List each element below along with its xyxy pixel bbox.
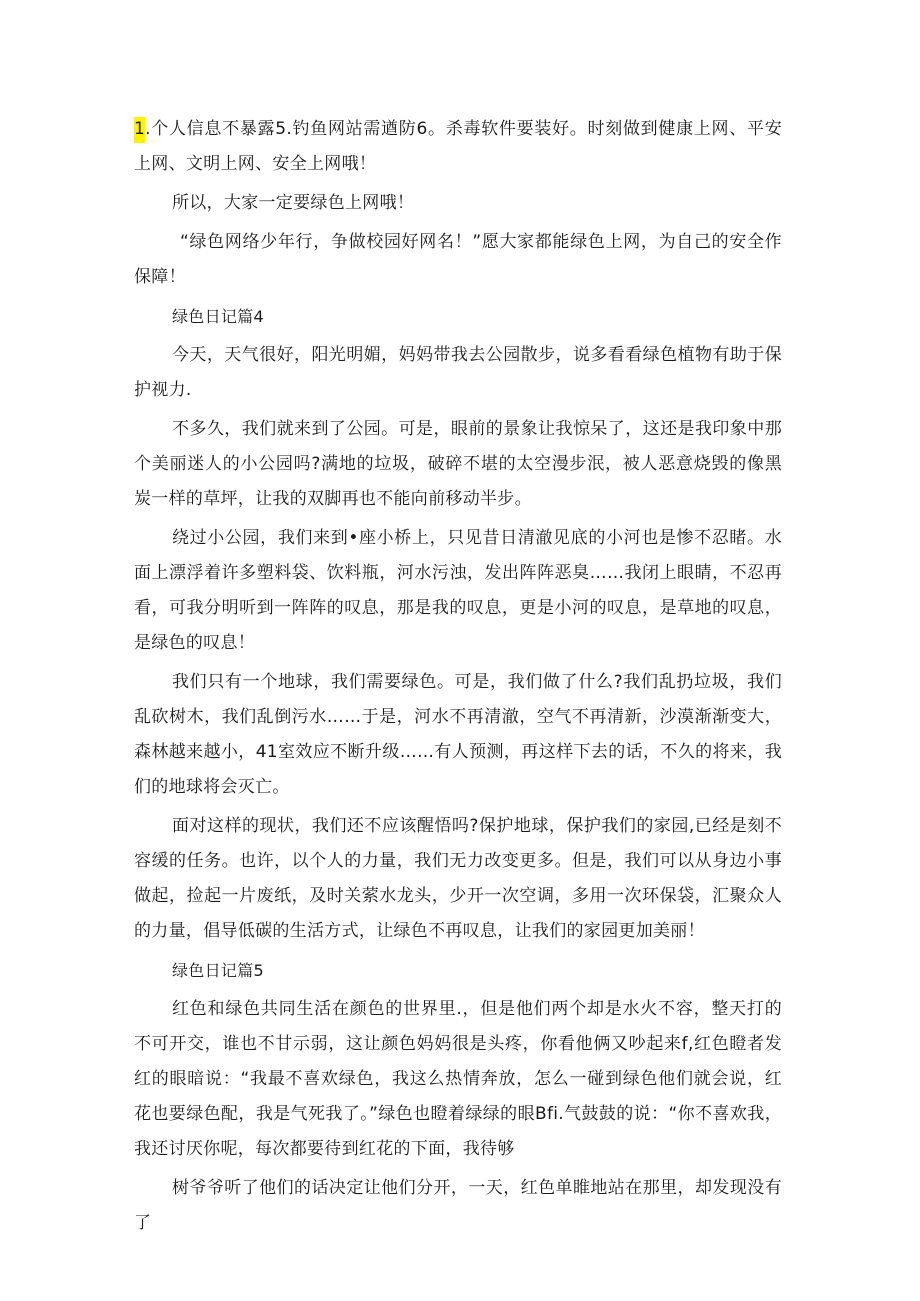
section-heading-5: 绿色日记篇5 xyxy=(172,961,264,980)
paragraph-green-online: 所以，大家一定要绿色上网哦！ xyxy=(172,193,415,213)
highlighted-number: 1 xyxy=(134,117,145,143)
paragraph-park-walk: 今天，天气很好，阳光明媚，妈妈带我去公园散步，说多看看绿色植物有助于保护视力. xyxy=(134,345,782,400)
paragraph-slogan: “绿色网络少年行，争做校园好网名！”愿大家都能绿色上网，为自己的安全作保障！ xyxy=(134,232,782,287)
paragraph-text: .个人信息不暴露5.钓鱼网站需遒防6。杀毒软件要装好。时刻做到健康上网、平安上网、文明上网、安全上网哦！ xyxy=(134,119,782,174)
paragraph-park-scene: 不多久，我们就来到了公园。可是，眼前的景象让我惊呆了，这还是我印象中那个美丽迷人的小公园吗?满地的垃圾，破碎不堪的太空漫步泯，被人恶意烧毁的像黑炭一样的草坪，让我的双脚再也不能向前移动半步。 xyxy=(134,419,782,509)
paragraph-red-green: 红色和绿色共同生活在颜色的世界里.，但是他们两个却是水火不容，整天打的不可开交，谁也不甘示弱，这让颜色妈妈很是头疼，你看他俩又吵起来f,红色瞪者发红的眼暗说：“我最不喜欢绿色，我这么热情奔放，怎么一碰到绿色他们就会说，红花也要绿色配，我是气死我了。”绿色也瞪着绿绿的眼Bfi.气鼓鼓的说：“你不喜欢我，我还讨厌你呢，每次都要待到红花的下面，我待够 xyxy=(134,999,782,1159)
paragraph-protect-home: 面对这样的现状，我们还不应该醒悟吗?保护地球，保护我们的家园,已经是刻不容缓的任务。也许，以个人的力量，我们无力改变更多。但是，我们可以从身边小事做起，捡起一片废纸，及时关萦水龙头，少开一次空调，多用一次环保袋，汇聚众人的力量，倡导低碳的生活方式，让绿色不再叹息，让我们的家园更加美丽！ xyxy=(134,816,782,941)
document-body xyxy=(134,112,782,1241)
section-heading-4: 绿色日记篇4 xyxy=(172,307,264,326)
paragraph-one-earth: 我们只有一个地球，我们需要绿色。可是，我们做了什么?我们乱扔垃圾，我们乱砍树木，我们乱倒污水……于是，河水不再清澈，空气不再清新，沙漠渐渐变大，森林越来越小，41室效应不断升级……有人预测，再这样下去的话，不久的将来，我们的地球将会灭亡。 xyxy=(134,672,782,797)
paragraph-river-scene: 绕过小公园，我们来到•座小桥上，只见昔日清澈见底的小河也是惨不忍睹。水面上漂浮着许多塑料袋、饮料瓶，河水污浊，发出阵阵恶臭……我闭上眼睛，不忍再看，可我分明听到一阵阵的叹息，那是我的叹息，更是小河的叹息，是草地的叹息，是绿色的叹息！ xyxy=(134,528,782,653)
paragraph-safety-tips xyxy=(134,112,782,182)
paragraph-grandpa-tree: 树爷爷听了他们的话决定让他们分开，一天，红色单睢地站在那里，却发现没有了 xyxy=(134,1178,782,1233)
